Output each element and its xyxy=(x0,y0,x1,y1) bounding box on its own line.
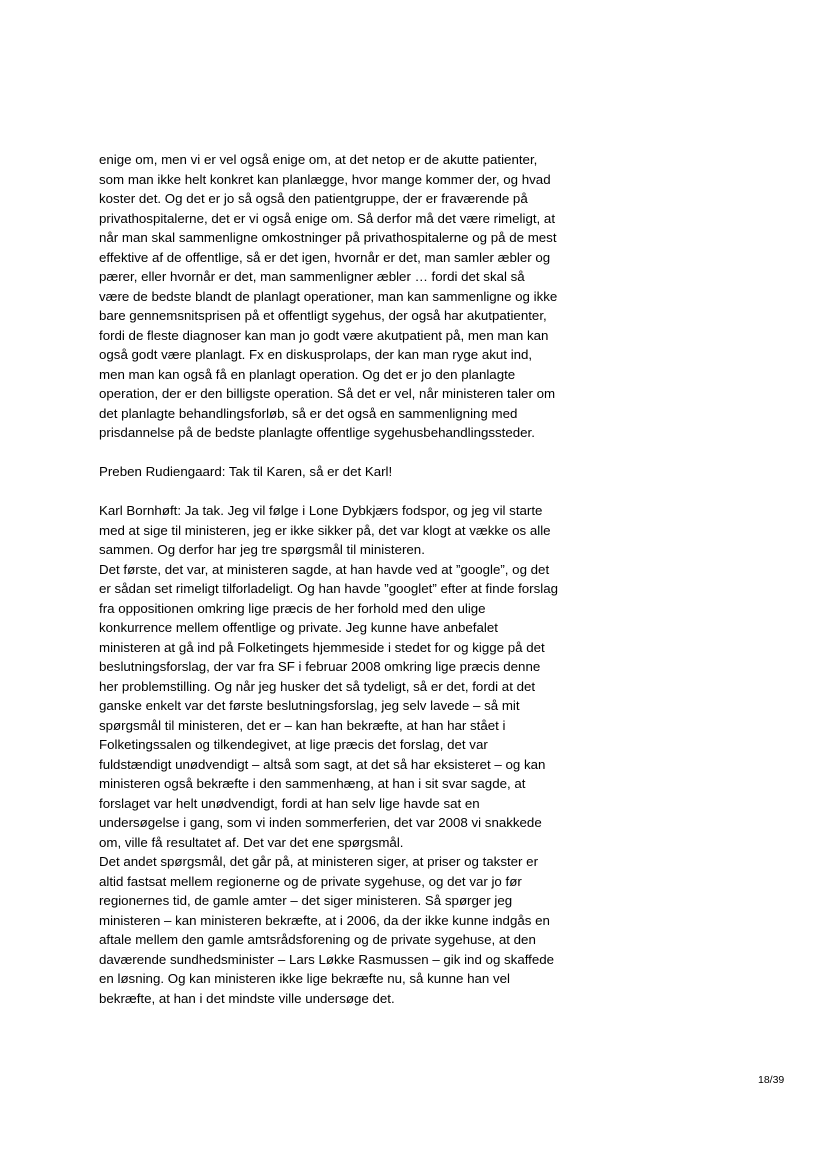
text-line: ganske enkelt var det første beslutningsforslag, jeg selv lavede – så mit xyxy=(99,698,520,713)
text-line: men man kan også få en planlagt operation. Og det er jo den planlagte xyxy=(99,366,516,382)
text-line: enige om, men vi er vel også enige om, at det netop er de akutte patienter, xyxy=(99,152,538,167)
text-line: undersøgelse i gang, som vi inden sommerferien, det var 2008 vi snakkede xyxy=(99,815,542,830)
text-line: sammen. Og derfor har jeg tre spørgsmål til ministeren. xyxy=(99,542,425,557)
text-line: være de bedste blandt de planlagt operationer, man kan sammenligne og ikke xyxy=(99,288,558,304)
text-line: Det første, det var, at ministeren sagde, at han havde ved at ”google”, og det xyxy=(99,561,550,577)
text-line: her problemstilling. Og når jeg husker det så tydeligt, så er det, fordi at det xyxy=(99,678,536,694)
text-line: en løsning. Og kan ministeren ikke lige bekræfte nu, så kunne han vel xyxy=(99,971,510,986)
paragraph xyxy=(99,150,599,443)
text-line: som man ikke helt konkret kan planlægge, hvor mange kommer der, og hvad xyxy=(99,171,551,187)
text-line: altid fastsat mellem regionerne og de private sygehuse, og det var jo før xyxy=(99,873,522,889)
text-line: koster det. Og det er jo så også den patientgruppe, der er fraværende på xyxy=(99,191,528,206)
text-line: aftale mellem den gamle amtsrådsforening og de private sygehuse, at den xyxy=(99,932,536,947)
text-line: daværende sundhedsminister – Lars Løkke Rasmussen – gik ind og skaffede xyxy=(99,951,555,967)
text-line: bare gennemsnitsprisen på et offentligt sygehus, der også har akutpatienter, xyxy=(99,308,547,323)
text-line: med at sige til ministeren, jeg er ikke sikker på, det var klogt at vække os alle xyxy=(99,522,551,538)
text-line: fuldstændigt unødvendigt – altså som sagt, at det så har eksisteret – og kan xyxy=(99,756,546,772)
text-line: Karl Bornhøft: Ja tak. Jeg vil følge i Lone Dybkjærs fodspor, og jeg vil starte xyxy=(99,503,543,518)
text-line: Preben Rudiengaard: Tak til Karen, så er det Karl! xyxy=(99,464,393,479)
text-line: Folketingssalen og tilkendegivet, at lige præcis det forslag, det var xyxy=(99,737,488,752)
text-line: spørgsmål til ministeren, det er – kan han bekræfte, at han har stået i xyxy=(99,717,506,733)
text-line: om, ville få resultatet af. Det var det ene spørgsmål. xyxy=(99,834,404,850)
text-line: Det andet spørgsmål, det går på, at ministeren siger, at priser og takster er xyxy=(99,854,538,869)
text-line: forslaget var helt unødvendigt, fordi at han selv lige havde sat en xyxy=(99,795,480,811)
text-line: når man skal sammenligne omkostninger på privathospitalerne og på de mest xyxy=(99,230,557,245)
text-line: ministeren at gå ind på Folketingets hjemmeside i stedet for og kigge på det xyxy=(99,639,545,655)
text-line: prisdannelse på de bedste planlagte offentlige sygehusbehandlingssteder. xyxy=(99,425,535,440)
paragraph-gap xyxy=(99,443,599,463)
text-line: fordi de fleste diagnoser kan man jo godt være akutpatient på, men man kan xyxy=(99,327,549,343)
text-line: beslutningsforslag, der var fra SF i februar 2008 omkring lige præcis denne xyxy=(99,659,541,674)
text-line: privathospitalerne, det er vi også enige om. Så derfor må det være rimeligt, at xyxy=(99,210,556,226)
text-line: konkurrence mellem offentlige og private. Jeg kunne have anbefalet xyxy=(99,620,498,635)
text-line: også godt være planlagt. Fx en diskusprolaps, der kan man ryge akut ind, xyxy=(99,347,533,362)
text-line: regionernes tid, de gamle amter – det siger ministeren. Så spørger jeg xyxy=(99,893,513,908)
text-line: bekræfte, at han i det mindste ville undersøge det. xyxy=(99,990,395,1006)
text-line: ministeren også bekræfte i den sammenhæng, at han i sit svar sagde, at xyxy=(99,776,526,791)
text-line: pærer, eller hvornår er det, man sammenligner æbler … fordi det skal så xyxy=(99,269,525,284)
paragraph xyxy=(99,501,599,1008)
page-number: 18/39 xyxy=(758,1074,785,1086)
paragraph-gap xyxy=(99,482,599,502)
body-text xyxy=(99,150,599,1008)
text-line: effektive af de offentlige, så er det igen, hvornår er det, man samler æbler og xyxy=(99,249,551,265)
text-line: fra oppositionen omkring lige præcis de her forhold med den ulige xyxy=(99,600,486,616)
text-line: ministeren – kan ministeren bekræfte, at i 2006, da der ikke kunne indgås en xyxy=(99,912,550,928)
text-line: er sådan set rimeligt tilforladeligt. Og han havde ”googlet” efter at finde forslag xyxy=(99,581,558,596)
text-line: det planlagte behandlingsforløb, så er det også en sammenligning med xyxy=(99,405,518,421)
text-line: operation, der er den billigste operation. Så det er vel, når ministeren taler om xyxy=(99,386,556,401)
paragraph xyxy=(99,462,599,482)
